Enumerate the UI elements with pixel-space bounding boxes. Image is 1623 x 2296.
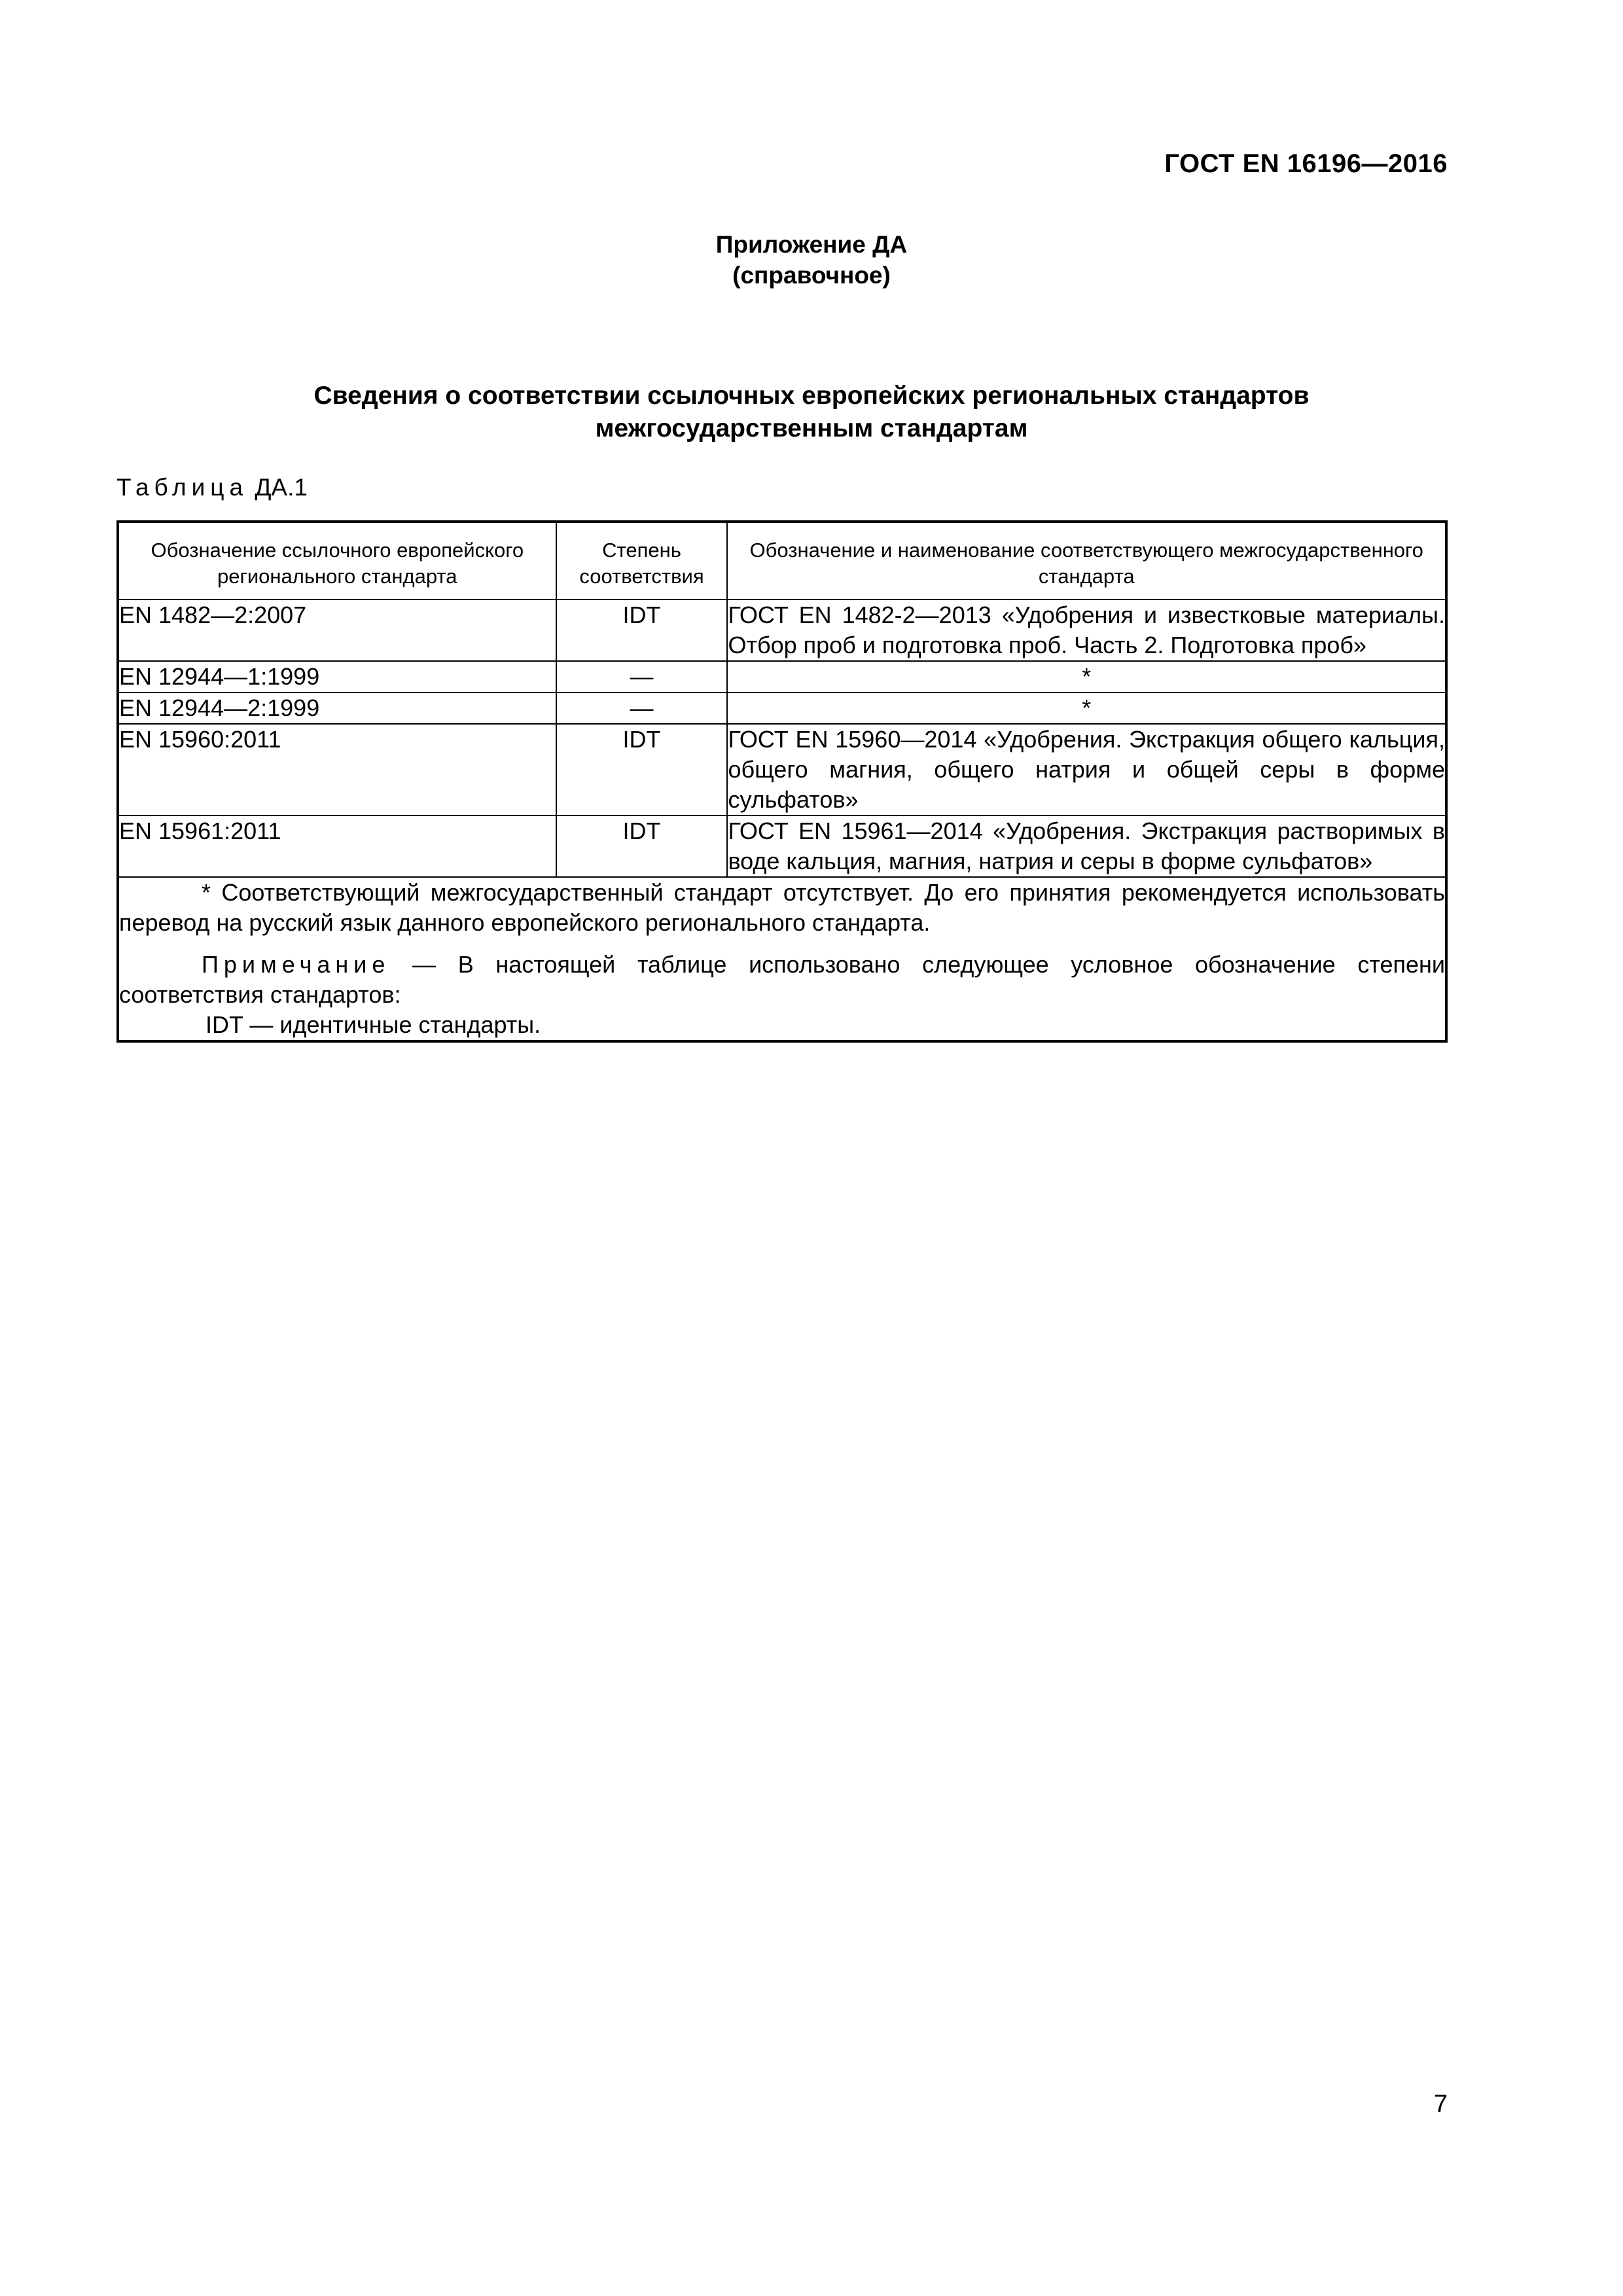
cell-reference: EN 12944—1:1999 — [118, 661, 556, 692]
section-title-line1: Сведения о соответствии ссылочных европейских региональных стандартов — [313, 382, 1310, 410]
table-notes — [118, 877, 1446, 1041]
cell-gost: * — [727, 661, 1446, 692]
table-row — [118, 692, 1446, 724]
table-row — [118, 724, 1446, 816]
cell-reference: EN 12944—2:1999 — [118, 692, 556, 724]
note — [119, 950, 1445, 1010]
note-label: Примечание — [202, 951, 391, 978]
cell-reference: EN 15961:2011 — [118, 816, 556, 877]
cell-degree: — — [556, 692, 728, 724]
footnote: * Соответствующий межгосударственный стандарт отсутствует. До его принятия рекомендуется использовать перевод на русский язык данного европейского регионального стандарта. — [119, 879, 1445, 936]
cell-reference: EN 15960:2011 — [118, 724, 556, 816]
table-notes-row — [118, 877, 1446, 1041]
appendix-title: Приложение ДА — [715, 231, 908, 258]
note-idt: IDT — идентичные стандарты. — [205, 1011, 541, 1038]
header-interstate-standard: Обозначение и наименование соответствующего межгосударственного стандарта — [727, 522, 1446, 600]
cell-gost: ГОСТ EN 15960—2014 «Удобрения. Экстракция общего кальция, общего магния, общего натрия и общей серы в форме сульфатов» — [727, 724, 1446, 816]
cell-degree: IDT — [556, 724, 728, 816]
cell-degree: IDT — [556, 600, 728, 661]
appendix-subtitle: (справочное) — [732, 262, 891, 289]
cell-gost: ГОСТ EN 1482-2—2013 «Удобрения и известковые материалы. Отбор проб и подготовка проб. Часть 2. Подготовка проб» — [727, 600, 1446, 661]
cell-gost: ГОСТ EN 15961—2014 «Удобрения. Экстракция растворимых в воде кальция, магния, натрия и серы в форме сульфатов» — [727, 816, 1446, 877]
section-title — [0, 380, 1623, 445]
note-text: — В настоящей таблице использовано следующее условное обозначение степени соответствия стандартов: — [119, 951, 1445, 1008]
table-caption-word: Таблица — [116, 474, 249, 501]
header-degree: Степень соответствия — [556, 522, 728, 600]
cell-gost: * — [727, 692, 1446, 724]
correspondence-table — [116, 520, 1448, 1043]
appendix-heading — [0, 229, 1623, 291]
table-row — [118, 661, 1446, 692]
section-title-line2: межгосударственным стандартам — [595, 414, 1028, 442]
table-row — [118, 816, 1446, 877]
header-reference-standard: Обозначение ссылочного европейского регионального стандарта — [118, 522, 556, 600]
table-caption — [116, 474, 308, 501]
page-number: 7 — [1433, 2090, 1448, 2118]
document-code: ГОСТ EN 16196—2016 — [1164, 149, 1448, 178]
cell-degree: IDT — [556, 816, 728, 877]
table-header-row — [118, 522, 1446, 600]
table-row — [118, 600, 1446, 661]
cell-degree: — — [556, 661, 728, 692]
cell-reference: EN 1482—2:2007 — [118, 600, 556, 661]
table-caption-number: ДА.1 — [255, 474, 308, 501]
